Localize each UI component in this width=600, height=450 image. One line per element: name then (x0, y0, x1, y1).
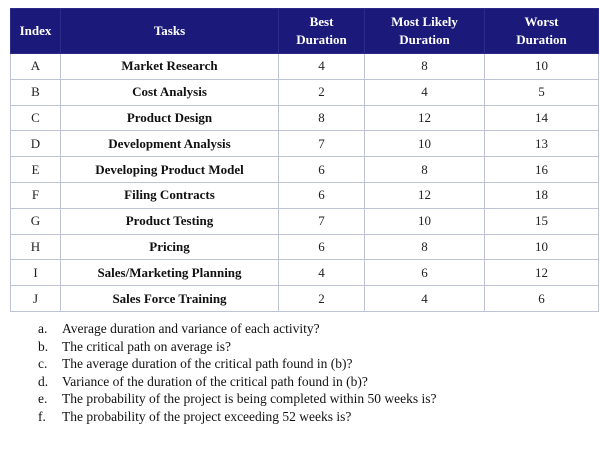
cell-likely: 6 (365, 260, 485, 286)
cell-index: F (11, 182, 61, 208)
cell-likely: 12 (365, 105, 485, 131)
question-item (38, 408, 594, 426)
table-row (11, 105, 599, 131)
question-text: Variance of the duration of the critical path found in (b)? (62, 373, 368, 389)
table-row (11, 286, 599, 312)
cell-best: 6 (279, 182, 365, 208)
header-row (11, 9, 599, 54)
cell-worst: 12 (485, 260, 599, 286)
question-text: The critical path on average is? (62, 338, 232, 354)
cell-task: Market Research (61, 54, 279, 80)
cell-task: Pricing (61, 234, 279, 260)
header-best-line2: Duration (296, 32, 347, 47)
header-index-label: Index (19, 23, 52, 38)
question-item (38, 355, 594, 373)
question-item (38, 373, 594, 391)
cell-worst: 16 (485, 157, 599, 183)
cell-likely: 8 (365, 54, 485, 80)
cell-likely: 10 (365, 208, 485, 234)
cell-task: Cost Analysis (61, 79, 279, 105)
table-row (11, 208, 599, 234)
cell-task: Sales/Marketing Planning (61, 260, 279, 286)
cell-likely: 8 (365, 157, 485, 183)
cell-index: C (11, 105, 61, 131)
cell-best: 4 (279, 260, 365, 286)
question-label: e. (38, 391, 48, 407)
header-best-duration (279, 9, 365, 54)
table-body (11, 54, 599, 312)
cell-task: Development Analysis (61, 131, 279, 157)
cell-likely: 10 (365, 131, 485, 157)
header-most-likely-duration (365, 9, 485, 54)
cell-best: 2 (279, 79, 365, 105)
table-row (11, 131, 599, 157)
cell-worst: 13 (485, 131, 599, 157)
header-best-line1: Best (309, 14, 334, 29)
header-worst-line1: Worst (524, 14, 559, 29)
cell-index: G (11, 208, 61, 234)
cell-index: I (11, 260, 61, 286)
question-label: b. (38, 338, 49, 354)
question-text: The average duration of the critical path found in (b)? (62, 356, 353, 372)
header-tasks (61, 9, 279, 54)
table-row (11, 260, 599, 286)
table-header (11, 9, 599, 54)
cell-worst: 10 (485, 234, 599, 260)
cell-task: Product Design (61, 105, 279, 131)
table-row (11, 79, 599, 105)
cell-best: 8 (279, 105, 365, 131)
question-item (38, 390, 594, 408)
cell-likely: 12 (365, 182, 485, 208)
question-label: f. (38, 408, 46, 424)
question-text: The probability of the project exceeding 52 weeks is? (62, 408, 352, 424)
header-likely-line1: Most Likely (391, 14, 458, 29)
table-row (11, 54, 599, 80)
cell-likely: 4 (365, 286, 485, 312)
question-label: a. (38, 320, 48, 336)
cell-index: A (11, 54, 61, 80)
cell-task: Product Testing (61, 208, 279, 234)
cell-best: 7 (279, 131, 365, 157)
table-row (11, 234, 599, 260)
question-text: Average duration and variance of each activity? (62, 320, 320, 336)
cell-task: Developing Product Model (61, 157, 279, 183)
cell-index: J (11, 286, 61, 312)
cell-index: B (11, 79, 61, 105)
question-text: The probability of the project is being completed within 50 weeks is? (62, 391, 437, 407)
table-row (11, 182, 599, 208)
header-worst-line2: Duration (516, 32, 567, 47)
cell-best: 6 (279, 234, 365, 260)
cell-best: 7 (279, 208, 365, 234)
question-label: c. (38, 356, 48, 372)
cell-task: Sales Force Training (61, 286, 279, 312)
cell-best: 4 (279, 54, 365, 80)
cell-likely: 4 (365, 79, 485, 105)
cell-worst: 18 (485, 182, 599, 208)
cell-best: 6 (279, 157, 365, 183)
cell-index: H (11, 234, 61, 260)
cell-worst: 15 (485, 208, 599, 234)
cell-task: Filing Contracts (61, 182, 279, 208)
header-worst-duration (485, 9, 599, 54)
cell-likely: 8 (365, 234, 485, 260)
cell-worst: 5 (485, 79, 599, 105)
question-list (38, 320, 594, 426)
cell-worst: 14 (485, 105, 599, 131)
cell-worst: 6 (485, 286, 599, 312)
cell-index: D (11, 131, 61, 157)
document-body (10, 8, 594, 426)
header-index (11, 9, 61, 54)
cell-best: 2 (279, 286, 365, 312)
header-tasks-label: Tasks (153, 23, 186, 38)
cell-worst: 10 (485, 54, 599, 80)
question-label: d. (38, 373, 49, 389)
question-item (38, 320, 594, 338)
table-row (11, 157, 599, 183)
question-item (38, 338, 594, 356)
task-duration-table (10, 8, 599, 312)
header-likely-line2: Duration (399, 32, 450, 47)
cell-index: E (11, 157, 61, 183)
